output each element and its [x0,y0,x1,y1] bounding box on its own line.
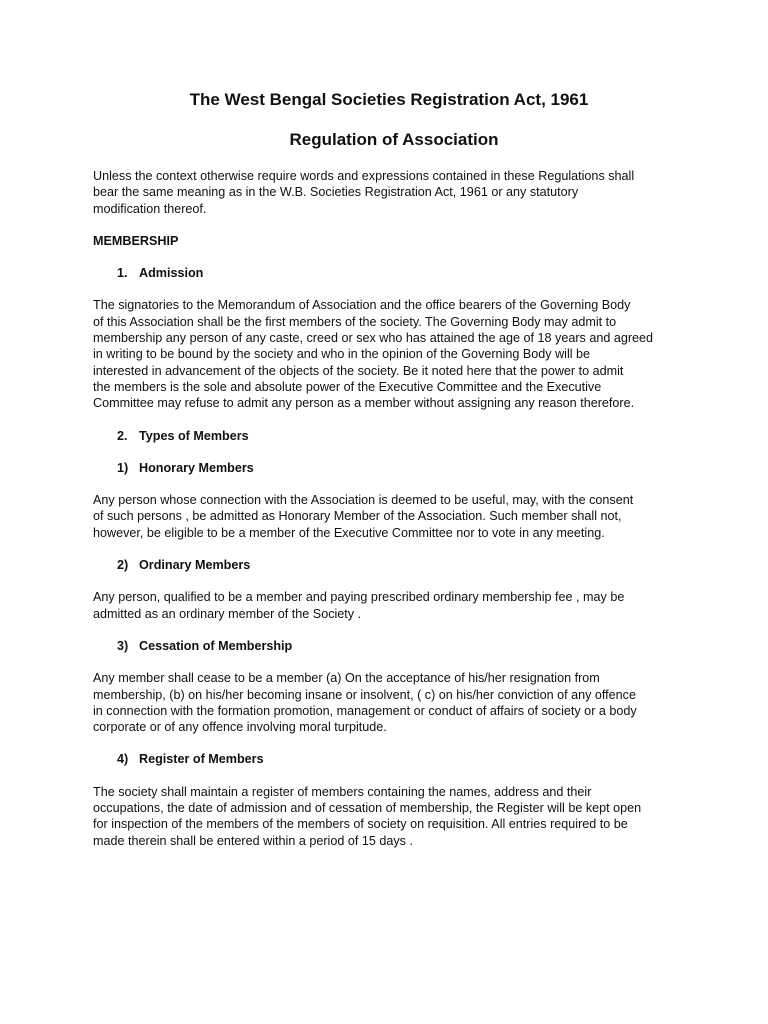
section-title: Types of Members [139,428,249,443]
section-heading-register-of-members [93,751,673,767]
section-number: 1. [117,266,128,281]
section-number: 4) [117,752,129,767]
section-heading-cessation-of-membership [93,638,673,654]
section-heading-honorary-members [93,460,673,476]
section-heading-ordinary-members [93,557,673,573]
document-page [93,88,673,849]
section-title: Admission [139,266,204,281]
section-heading-types-of-members [93,428,673,444]
section-text-cessation-of-membership: Any member shall cease to be a member (a) On the acceptance of his/her resignation from membership, (b) on his/her becoming insane or insolvent, ( c) on his/her conviction of any offence in connection with the formation promotion, management or conduct of affairs of society or a body corporate or of any offence involving moral turpitude. [93,671,637,735]
section-heading-admission [93,265,673,281]
section-title: Register of Members [139,752,264,767]
document-title: The West Bengal Societies Registration Act, 1961 [189,90,589,109]
intro-paragraph: Unless the context otherwise require words and expressions contained in these Regulations shall bear the same meaning as in the W.B. Societies Registration Act, 1961 or any statutory modification thereof. [93,169,635,216]
section-number: 2) [117,558,129,573]
document-subtitle: Regulation of Association [289,130,499,149]
section-text-admission: The signatories to the Memorandum of Association and the office bearers of the Governing Body of this Association shall be the first members of the society. The Governing Body may admit to membership any person of any caste, creed or sex who has attained the age of 18 years and agreed in writing to be bound by the society and who in the opinion of the Governing Body will be interested in advancement of the objects of the society. Be it noted here that the power to admit the members is the sole and absolute power of the Executive Committee and the Executive Committee may refuse to admit any person as a member without assigning any reason therefore. [93,298,654,411]
section-number: 3) [117,638,129,653]
section-number: 1) [117,460,129,475]
section-number: 2. [117,428,128,443]
membership-heading: MEMBERSHIP [93,233,179,248]
section-title: Cessation of Membership [139,638,293,653]
section-title: Honorary Members [139,460,254,475]
section-text-honorary-members: Any person whose connection with the Association is deemed to be useful, may, with the consent of such persons , be admitted as Honorary Member of the Association. Such member shall not, however, be eligible to be a member of the Executive Committee nor to vote in any meeting. [93,493,634,540]
section-title: Ordinary Members [139,558,251,573]
section-text-ordinary-members: Any person, qualified to be a member and paying prescribed ordinary membership fee , may be admitted as an ordinary member of the Society . [93,590,625,621]
section-text-register-of-members: The society shall maintain a register of members containing the names, address and their occupations, the date of admission and of cessation of membership, the Register will be kept open for inspection of the members of the members of society on requisition. All entries required to be made therein shall be entered within a period of 15 days . [93,784,642,848]
